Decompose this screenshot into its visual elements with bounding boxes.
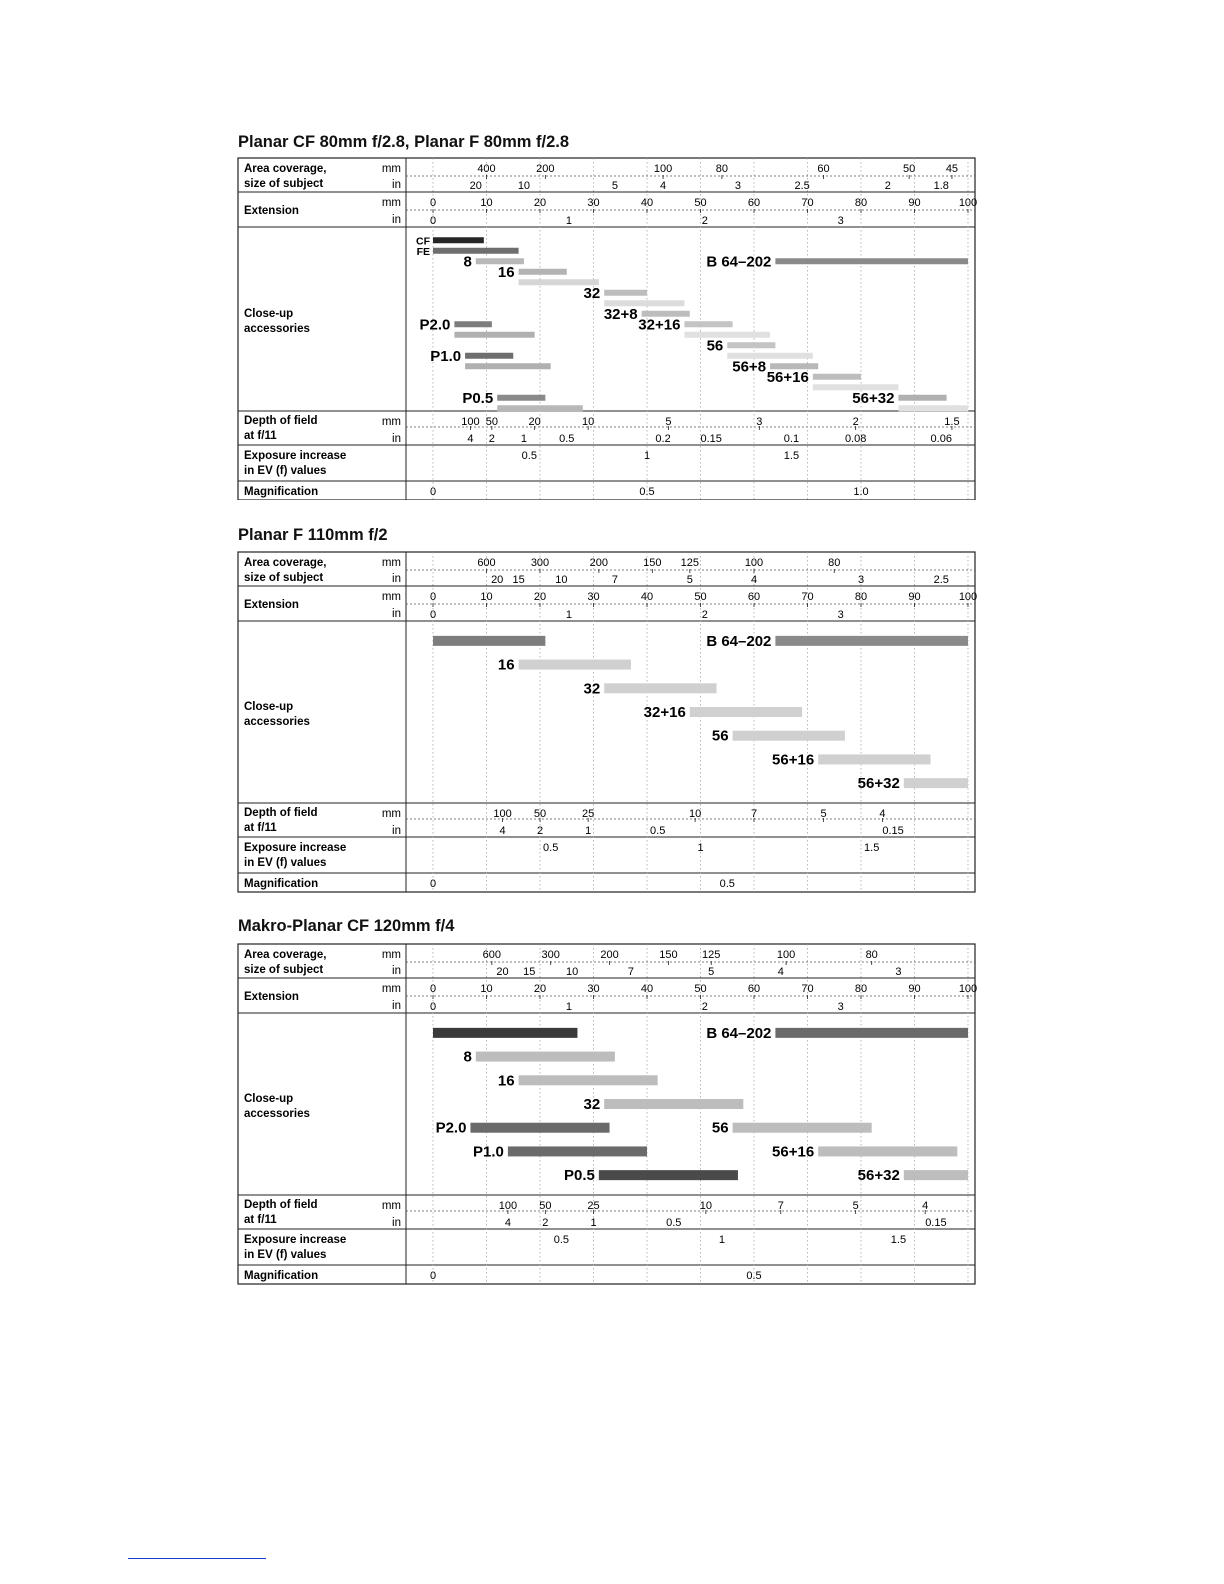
dof-in-tick: 0.06 (930, 433, 952, 445)
accessory-bar (775, 258, 968, 264)
unit-label: mm (381, 557, 401, 569)
accessory-label: 56 (706, 337, 724, 355)
magnification-tick: 0.5 (719, 878, 735, 890)
extension-mm-tick: 50 (694, 591, 707, 603)
accessory-label: 8 (463, 1048, 472, 1066)
dof-in-tick: 1 (585, 825, 592, 837)
row-label-area: size of subject (244, 572, 324, 584)
unit-label: mm (381, 163, 401, 175)
area-in-tick: 15 (523, 966, 536, 978)
extension-mm-tick: 30 (587, 591, 600, 603)
area-mm-tick: 100 (744, 557, 764, 569)
accessory-label: 56 (711, 727, 729, 745)
magnification-tick: 0 (429, 878, 437, 890)
area-in-tick: 20 (469, 180, 482, 192)
accessory-bar (470, 1123, 609, 1133)
extension-mm-tick: 100 (958, 983, 978, 995)
dof-in-tick: 0.08 (844, 433, 867, 445)
accessory-bar (733, 1123, 872, 1133)
area-mm-tick: 300 (541, 949, 560, 961)
exposure-tick: 0.5 (553, 1234, 570, 1246)
row-label-dof: at f/11 (244, 430, 277, 442)
accessory-bar (508, 1146, 647, 1156)
unit-label: mm (381, 591, 401, 603)
row-label-exposure: in EV (f) values (244, 1249, 327, 1261)
extension-in-tick: 0 (429, 215, 437, 227)
row-label-magnification: Magnification (244, 1270, 319, 1282)
row-label-exposure: Exposure increase (244, 450, 347, 462)
unit-label: mm (381, 197, 401, 209)
dof-mm-tick: 10 (689, 808, 702, 820)
extension-mm-tick: 100 (958, 197, 978, 209)
area-in-tick: 3 (734, 180, 742, 192)
accessory-bar (433, 636, 545, 646)
accessory-bar (818, 1146, 957, 1156)
accessory-bar (684, 321, 732, 327)
row-label-closeup: accessories (244, 323, 310, 335)
area-mm-tick: 50 (903, 163, 916, 175)
accessory-label: 16 (497, 1072, 515, 1090)
area-in-tick: 5 (611, 180, 618, 192)
accessory-bar (497, 405, 583, 411)
dof-mm-tick: 100 (498, 1200, 518, 1212)
area-in-tick: 4 (777, 966, 784, 978)
accessory-bar (519, 1075, 658, 1085)
magnification-tick: 1.0 (853, 486, 869, 498)
accessory-bar (454, 321, 491, 327)
extension-mm-tick: 90 (908, 591, 921, 603)
area-mm-tick: 100 (653, 163, 673, 175)
extension-mm-tick: 40 (640, 197, 654, 209)
extension-mm-tick: 30 (587, 983, 600, 995)
dof-mm-tick: 50 (485, 416, 498, 428)
accessory-label: 56+8 (732, 358, 767, 376)
dof-in-tick: 0.5 (559, 433, 575, 445)
row-label-closeup: Close-up (244, 701, 294, 713)
extension-in-tick: 3 (837, 609, 844, 621)
area-in-tick: 1.8 (933, 180, 949, 192)
dof-in-tick: 0.5 (650, 825, 666, 837)
area-in-tick: 7 (611, 574, 618, 586)
accessory-bar (684, 332, 770, 338)
unit-label: in (392, 1217, 401, 1229)
dof-in-tick: 4 (504, 1217, 511, 1229)
accessory-bar (519, 660, 631, 670)
dof-mm-tick: 7 (750, 808, 758, 820)
chart-title: Makro-Planar CF 120mm f/4 (238, 917, 455, 935)
exposure-tick: 0.5 (521, 450, 537, 462)
unit-label: in (392, 965, 401, 977)
dof-mm-tick: 50 (539, 1200, 552, 1212)
accessory-bar (898, 395, 946, 401)
row-label-dof: Depth of field (244, 1199, 318, 1211)
accessory-label: P1.0 (430, 347, 462, 365)
accessory-label: 32+8 (603, 305, 638, 323)
area-mm-tick: 125 (680, 557, 699, 569)
dof-mm-tick: 5 (852, 1200, 859, 1212)
extension-mm-tick: 50 (694, 983, 707, 995)
row-label-magnification: Magnification (244, 878, 319, 890)
accessory-bar (813, 374, 861, 380)
magnification-tick: 0 (429, 486, 437, 498)
dof-in-tick: 0.15 (925, 1217, 947, 1229)
area-in-tick: 7 (627, 966, 635, 978)
dof-in-tick: 0.15 (882, 825, 904, 837)
row-label-area: Area coverage, (244, 163, 327, 175)
accessory-bar (454, 332, 534, 338)
extension-mm-tick: 20 (533, 591, 547, 603)
area-in-tick: 2.5 (794, 180, 810, 192)
row-label-area: size of subject (244, 178, 324, 190)
area-mm-tick: 80 (828, 557, 841, 569)
extension-mm-tick: 70 (801, 983, 814, 995)
dof-mm-tick: 50 (533, 808, 547, 820)
area-in-tick: 4 (750, 574, 758, 586)
extension-mm-tick: 50 (694, 197, 707, 209)
area-mm-tick: 100 (776, 949, 796, 961)
accessory-bar (465, 353, 513, 359)
unit-label: in (392, 433, 401, 445)
extension-mm-tick: 30 (587, 197, 600, 209)
accessory-bar (476, 1052, 615, 1062)
magnification-tick: 0 (429, 1270, 437, 1282)
dof-mm-tick: 2 (852, 416, 859, 428)
extension-in-tick: 0 (429, 1001, 437, 1013)
accessory-bar (733, 731, 845, 741)
extension-mm-tick: 80 (854, 591, 868, 603)
chart-1 (0, 155, 1224, 500)
accessory-bar (465, 363, 551, 369)
area-mm-tick: 200 (536, 163, 555, 175)
dof-in-tick: 0.15 (700, 433, 722, 445)
extension-in-tick: 0 (429, 609, 437, 621)
dof-mm-tick: 100 (461, 416, 480, 428)
unit-label: mm (381, 416, 401, 428)
accessory-bar (604, 290, 647, 296)
row-label-closeup: accessories (244, 716, 310, 728)
extension-mm-tick: 10 (480, 983, 493, 995)
accessory-label: 16 (497, 263, 515, 281)
accessory-label: 56+16 (772, 1143, 815, 1161)
row-label-area: Area coverage, (244, 557, 327, 569)
accessory-bar (604, 683, 716, 693)
unit-label: mm (381, 949, 401, 961)
extension-in-tick: 2 (701, 215, 708, 227)
dof-in-tick: 1 (590, 1217, 597, 1229)
row-label-closeup: Close-up (244, 308, 294, 320)
unit-label: in (392, 1000, 401, 1012)
extension-mm-tick: 90 (908, 983, 921, 995)
row-label-extension: Extension (244, 599, 299, 611)
area-mm-tick: 600 (482, 949, 502, 961)
accessory-bar (690, 707, 802, 717)
accessory-label: P1.0 (473, 1143, 504, 1161)
chart-2 (0, 549, 1224, 894)
row-label-magnification: Magnification (244, 486, 319, 498)
accessory-bar (599, 1170, 738, 1180)
area-mm-tick: 400 (477, 163, 496, 175)
row-label-closeup: accessories (244, 1108, 310, 1120)
accessory-bar (775, 1028, 968, 1038)
accessory-bar (775, 636, 968, 646)
area-mm-tick: 125 (702, 949, 721, 961)
area-mm-tick: 200 (600, 949, 619, 961)
exposure-tick: 1 (697, 842, 704, 854)
accessory-bar (433, 248, 519, 254)
row-label-dof: Depth of field (244, 415, 318, 427)
dof-mm-tick: 1.5 (944, 416, 960, 428)
row-label-area: Area coverage, (244, 949, 327, 961)
accessory-label: 56 (711, 1119, 729, 1137)
dof-mm-tick: 3 (756, 416, 763, 428)
accessory-bar (727, 342, 775, 348)
accessory-label: B 64–202 (706, 632, 772, 650)
accessory-label: 32 (583, 284, 601, 302)
unit-label: in (392, 608, 401, 620)
row-label-exposure: Exposure increase (244, 1234, 347, 1246)
exposure-tick: 1.5 (890, 1234, 907, 1246)
dof-mm-tick: 20 (528, 416, 541, 428)
exposure-tick: 0.5 (543, 842, 559, 854)
dof-mm-tick: 100 (493, 808, 512, 820)
dof-mm-tick: 7 (777, 1200, 784, 1212)
area-in-tick: 2 (884, 180, 891, 192)
area-in-tick: 3 (895, 966, 902, 978)
extension-mm-tick: 0 (429, 983, 437, 995)
chart-title: Planar F 110mm f/2 (238, 526, 388, 544)
exposure-tick: 1.5 (783, 450, 800, 462)
accessory-bar (497, 395, 545, 401)
table-frame (238, 944, 978, 1284)
row-label-area: size of subject (244, 964, 324, 976)
extension-mm-tick: 10 (480, 591, 493, 603)
accessory-label: P2.0 (419, 316, 451, 334)
accessory-label: P0.5 (462, 389, 494, 407)
table-frame (238, 158, 978, 500)
accessory-label: 56+32 (857, 775, 900, 793)
accessory-label: 32+16 (638, 316, 681, 334)
accessory-label: P2.0 (435, 1119, 467, 1137)
accessory-label: B 64–202 (706, 1024, 772, 1042)
area-in-tick: 10 (555, 574, 568, 586)
accessory-label: CF (416, 235, 430, 248)
dof-in-tick: 4 (499, 825, 506, 837)
dof-in-tick: 2 (536, 825, 544, 837)
accessory-bar (433, 1028, 577, 1038)
accessory-label: B 64–202 (706, 253, 772, 271)
dof-in-tick: 0.1 (783, 433, 800, 445)
accessory-bar (904, 778, 968, 788)
dof-in-tick: 1 (520, 433, 528, 445)
dof-mm-tick: 4 (922, 1200, 929, 1212)
extension-mm-tick: 0 (429, 591, 437, 603)
accessory-bar (604, 1099, 743, 1109)
area-in-tick: 2.5 (933, 574, 949, 586)
area-mm-tick: 200 (589, 557, 609, 569)
area-in-tick: 4 (659, 180, 667, 192)
accessory-bar (519, 269, 567, 275)
extension-in-tick: 1 (565, 1001, 572, 1013)
dof-mm-tick: 10 (582, 416, 595, 428)
table-frame (238, 552, 978, 892)
extension-mm-tick: 70 (801, 197, 814, 209)
unit-label: in (392, 825, 401, 837)
unit-label: in (392, 573, 401, 585)
area-mm-tick: 45 (945, 163, 959, 175)
dof-mm-tick: 5 (665, 416, 672, 428)
row-label-closeup: Close-up (244, 1093, 294, 1105)
area-in-tick: 5 (708, 966, 715, 978)
dof-in-tick: 2 (488, 433, 495, 445)
accessory-label: 32 (583, 680, 601, 698)
extension-in-tick: 1 (565, 609, 572, 621)
accessory-bar (898, 405, 968, 411)
area-mm-tick: 150 (659, 949, 678, 961)
extension-in-tick: 2 (701, 1001, 708, 1013)
dof-in-tick: 2 (542, 1217, 549, 1229)
area-mm-tick: 600 (477, 557, 496, 569)
unit-label: in (392, 214, 401, 226)
row-label-dof: at f/11 (244, 1214, 277, 1226)
dof-mm-tick: 10 (699, 1200, 712, 1212)
unit-label: mm (381, 1200, 401, 1212)
accessory-label: 56+16 (772, 751, 815, 769)
area-mm-tick: 150 (643, 557, 662, 569)
accessory-bar (904, 1170, 968, 1180)
accessory-bar (433, 237, 484, 243)
extension-mm-tick: 10 (480, 197, 493, 209)
extension-mm-tick: 100 (958, 591, 978, 603)
area-in-tick: 5 (686, 574, 693, 586)
area-in-tick: 3 (857, 574, 865, 586)
accessory-label: 56+32 (857, 1167, 900, 1185)
row-label-extension: Extension (244, 205, 299, 217)
area-in-tick: 20 (496, 966, 509, 978)
extension-mm-tick: 20 (533, 983, 547, 995)
extension-in-tick: 3 (837, 1001, 844, 1013)
row-label-exposure: in EV (f) values (244, 465, 327, 477)
exposure-tick: 1 (718, 1234, 725, 1246)
extension-mm-tick: 0 (429, 197, 437, 209)
accessory-label: 56+32 (852, 389, 895, 407)
dof-mm-tick: 5 (820, 808, 827, 820)
row-label-exposure: Exposure increase (244, 842, 347, 854)
extension-mm-tick: 60 (747, 983, 761, 995)
extension-mm-tick: 40 (640, 983, 654, 995)
dof-in-tick: 4 (467, 433, 474, 445)
accessory-label: 32 (583, 1096, 601, 1113)
exposure-tick: 1.5 (864, 842, 880, 854)
row-label-dof: at f/11 (244, 822, 277, 834)
area-mm-tick: 80 (715, 163, 729, 175)
unit-label: in (392, 179, 401, 191)
extension-mm-tick: 60 (747, 197, 761, 209)
accessory-label: 56+16 (766, 368, 809, 386)
dof-in-tick: 0.2 (655, 433, 671, 445)
unit-label: mm (381, 808, 401, 820)
dof-in-tick: 0.5 (666, 1217, 682, 1229)
dof-mm-tick: 25 (587, 1200, 600, 1212)
footnote-rule (128, 1558, 266, 1559)
area-mm-tick: 80 (865, 949, 878, 961)
dof-mm-tick: 4 (879, 808, 886, 820)
dof-mm-tick: 25 (582, 808, 595, 820)
accessory-label: 32+16 (643, 704, 686, 721)
accessory-label: 16 (497, 656, 515, 674)
extension-in-tick: 2 (701, 609, 708, 621)
unit-label: mm (381, 983, 401, 995)
extension-mm-tick: 60 (747, 591, 761, 603)
area-in-tick: 20 (491, 574, 504, 586)
extension-in-tick: 1 (565, 215, 572, 227)
exposure-tick: 1 (643, 450, 651, 462)
extension-mm-tick: 20 (533, 197, 547, 209)
row-label-extension: Extension (244, 991, 299, 1003)
area-in-tick: 10 (565, 966, 579, 978)
chart-title: Planar CF 80mm f/2.8, Planar F 80mm f/2.8 (238, 133, 570, 151)
extension-mm-tick: 70 (801, 591, 814, 603)
extension-mm-tick: 80 (854, 197, 868, 209)
magnification-tick: 0.5 (746, 1270, 762, 1282)
row-label-exposure: in EV (f) values (244, 857, 327, 869)
accessory-label: 8 (463, 253, 472, 271)
extension-in-tick: 3 (837, 215, 844, 227)
area-mm-tick: 60 (817, 163, 830, 175)
chart-3 (0, 941, 1224, 1286)
extension-mm-tick: 90 (908, 197, 921, 209)
magnification-tick: 0.5 (639, 486, 655, 498)
accessory-bar (818, 754, 930, 764)
area-mm-tick: 300 (530, 557, 550, 569)
extension-mm-tick: 40 (640, 591, 654, 603)
area-in-tick: 10 (517, 180, 531, 192)
accessory-label: FE (416, 245, 430, 258)
area-in-tick: 15 (512, 574, 525, 586)
extension-mm-tick: 80 (854, 983, 868, 995)
accessory-label: P0.5 (563, 1167, 595, 1185)
row-label-dof: Depth of field (244, 807, 318, 819)
